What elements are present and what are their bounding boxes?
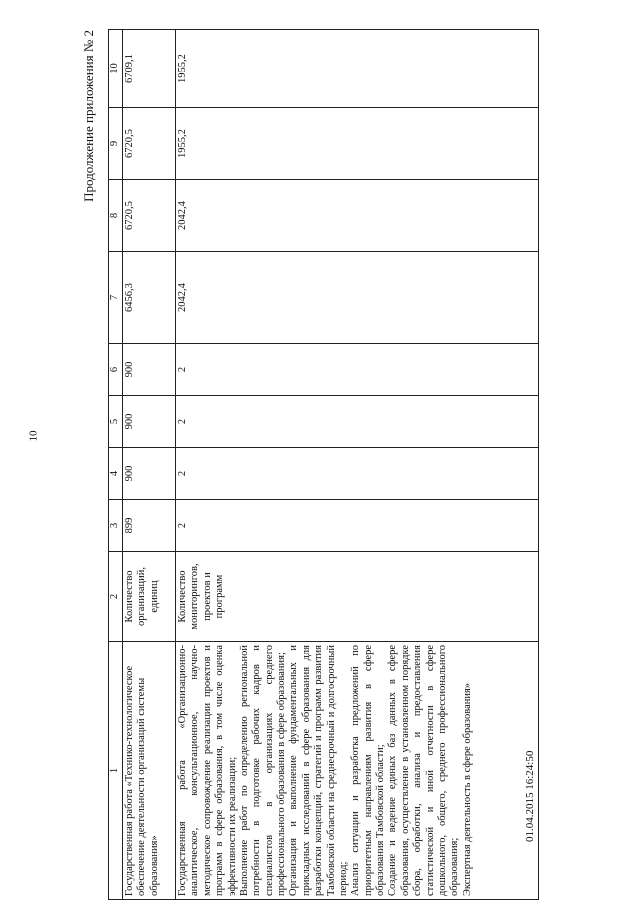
value-cell: 2042,4: [176, 252, 539, 344]
column-header: 9: [109, 108, 123, 180]
value-cell: 6720,5: [123, 180, 176, 252]
value-cell: 900: [123, 344, 176, 396]
service-paragraph: Организация и выполнение фундаментальных и прикладных исследований в сфере образования для разработки концепций, стратегий и программ развития Тамбовской области на среднесрочный и долгосрочный период;: [288, 645, 349, 896]
value-cell: 2: [176, 344, 539, 396]
value-cell: 2: [176, 448, 539, 500]
service-paragraph: Создание и ведение единых баз данных в сфере образования, осуществление в установленном порядке сбора, обработки, анализа и предоставления статистической и иной отчетности в сфере дошкольного, общего, среднего профессионального образования;: [387, 645, 461, 896]
landscape-page: [83, 30, 543, 900]
value-cell: 6709,1: [123, 30, 176, 108]
value-cell: 899: [123, 500, 176, 552]
service-name-cell: Государственная работа «Технико-технологическое обеспечение деятельности организаций системы образования»: [123, 642, 176, 900]
column-header: 8: [109, 180, 123, 252]
column-header: 1: [109, 642, 123, 900]
page-number: 10: [27, 430, 40, 442]
print-timestamp: 01.04.2015 16:24:50: [524, 750, 536, 842]
value-cell: 1955,2: [176, 108, 539, 180]
column-header: 5: [109, 396, 123, 448]
service-paragraph: Анализ ситуации и разработка предложений по приоритетным направлениям развития в сфере образования Тамбовской области;: [350, 645, 386, 896]
column-header: 2: [109, 552, 123, 642]
value-cell: 6456,3: [123, 252, 176, 344]
column-header: 6: [109, 344, 123, 396]
column-header: 3: [109, 500, 123, 552]
service-paragraph: Государственная работа «Организационно-аналитическое, консультационное, научно-методическое сопровождение реализации проектов и программ в сфере образования, в том числе оценка эффективности их реализации;: [177, 645, 238, 896]
service-paragraph: Экспертная деятельность в сфере образования»: [461, 682, 473, 896]
indicator-cell: Количество мониторингов, проектов и программ: [176, 552, 539, 642]
value-cell: 900: [123, 448, 176, 500]
column-header: 7: [109, 252, 123, 344]
table-header-row: [109, 30, 123, 900]
value-cell: 2042,4: [176, 180, 539, 252]
column-header: 4: [109, 448, 123, 500]
table-row: [176, 30, 539, 900]
table-row: [123, 30, 176, 900]
column-header: 10: [109, 30, 123, 108]
indicator-cell: Количество организаций, единиц: [123, 552, 176, 642]
service-paragraph: Выполнение работ по определению региональной потребности в подготовке рабочих кадров и специалистов в организациях среднего профессионального образования в сфере образования;: [238, 645, 287, 896]
service-name-cell: [176, 642, 539, 900]
continuation-header: Продолжение приложения № 2: [81, 30, 96, 202]
value-cell: 6720,5: [123, 108, 176, 180]
budget-table: [108, 29, 539, 900]
value-cell: 1955,2: [176, 30, 539, 108]
value-cell: 2: [176, 500, 539, 552]
value-cell: 2: [176, 396, 539, 448]
value-cell: 900: [123, 396, 176, 448]
